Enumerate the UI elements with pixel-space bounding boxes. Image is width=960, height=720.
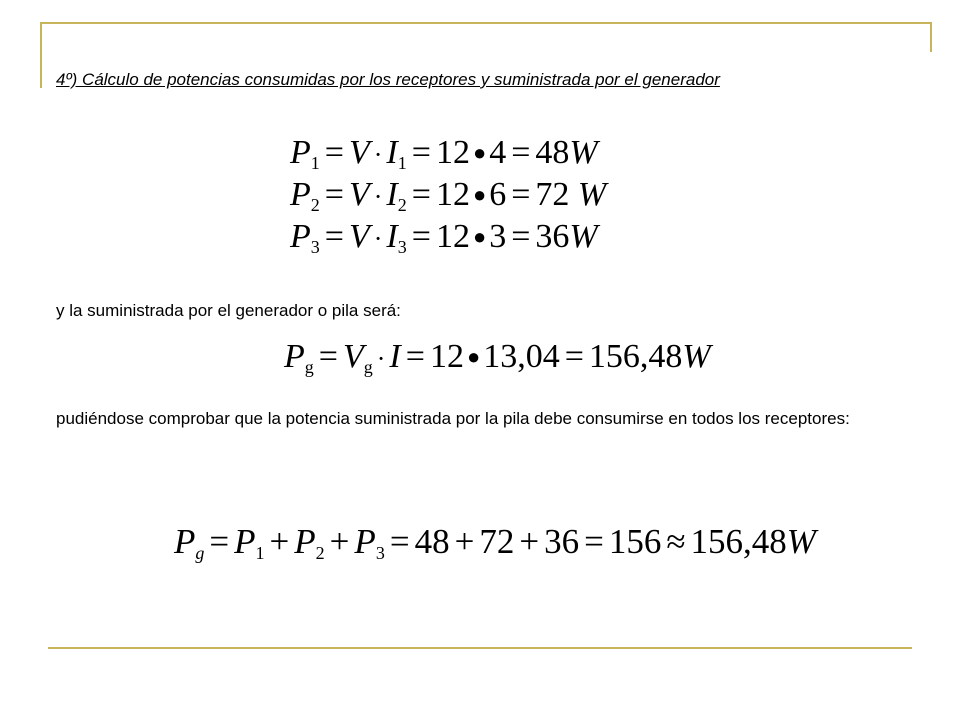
equation-p2: $P_2 = V \cdot I_2 = 12$ ●6 = 72 W — [290, 176, 607, 215]
section-heading: 4º) Cálculo de potencias consumidas por los receptores y suministrada por el generador — [56, 70, 720, 89]
equation-p1: $P_1 = V \cdot I_1 = 12$ ●4 = 48W — [290, 134, 598, 173]
top-rule — [40, 22, 932, 24]
bottom-rule — [48, 647, 912, 649]
paragraph-check: pudiéndose comprobar que la potencia suministrada por la pila debe consumirse en todos los receptores: — [56, 409, 850, 428]
equation-sum: $P_g = P_1 + P_2 + P_3 = 48 + 72 + 36 = 156 \approx 156,48W$ — [174, 522, 816, 563]
right-rule — [930, 22, 932, 52]
left-rule — [40, 22, 42, 88]
equation-pg: $P_g = V_g \cdot I = 12$ ●13,04 = 156,48W — [284, 338, 711, 377]
paragraph-generator: y la suministrada por el generador o pila será: — [56, 301, 401, 320]
equation-p3: $P_3 = V \cdot I_3 = 12$ ●3 = 36W — [290, 218, 598, 257]
